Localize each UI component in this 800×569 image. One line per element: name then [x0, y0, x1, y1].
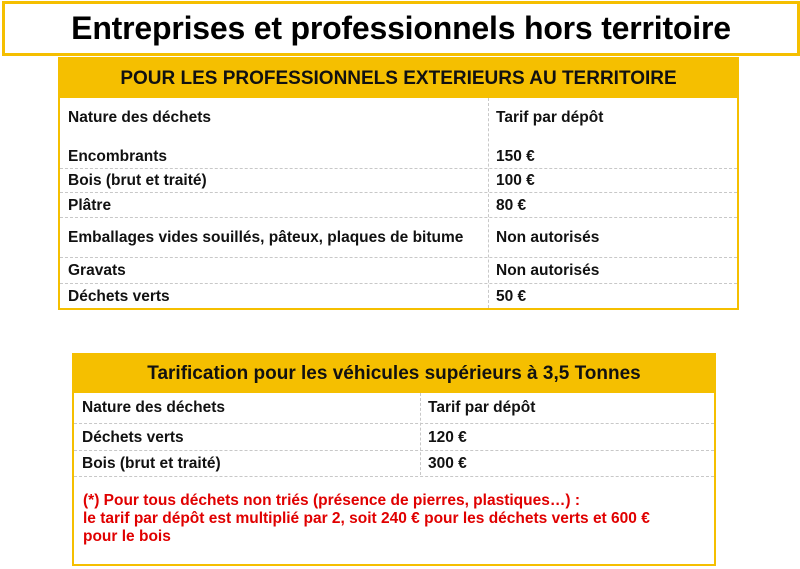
row-tarif: 80 € [496, 196, 527, 214]
row-tarif: Non autorisés [496, 229, 600, 246]
header-tarif: Tarif par dépôt [428, 399, 536, 416]
table-row [60, 217, 737, 258]
table-row [74, 423, 714, 451]
note-line-1: (*) Pour tous déchets non triés (présence de pierres, plastiques…) : [83, 492, 580, 509]
row-nature: Encombrants [68, 147, 168, 165]
heavy-vehicles-table-heading-text: Tarification pour les véhicules supérieurs à 3,5 Tonnes [147, 363, 641, 384]
header-nature: Nature des déchets [68, 108, 211, 126]
professionals-table-heading-text: POUR LES PROFESSIONNELS EXTERIEURS AU TERRITOIRE [120, 67, 677, 89]
professionals-tariff-table [58, 57, 739, 310]
unsorted-waste-note [83, 492, 650, 546]
page-title-box [2, 1, 800, 56]
row-tarif: 150 € [496, 147, 535, 165]
row-nature: Plâtre [68, 196, 112, 214]
heavy-vehicles-tariff-table [72, 353, 716, 566]
professionals-table-heading [60, 59, 737, 98]
table-row [60, 168, 737, 193]
table-header-row [60, 98, 737, 137]
row-nature: Bois (brut et traité) [82, 454, 221, 472]
row-nature: Bois (brut et traité) [68, 172, 207, 189]
header-nature: Nature des déchets [82, 399, 225, 416]
row-nature: Emballages vides souillés, pâteux, plaques de bitume [68, 229, 464, 246]
row-tarif: Non autorisés [496, 262, 600, 279]
heavy-vehicles-table-heading [74, 355, 714, 393]
note-line-2: le tarif par dépôt est multiplié par 2, soit 240 € pour les déchets verts et 600 € [83, 510, 650, 527]
row-tarif: 300 € [428, 454, 467, 472]
header-tarif: Tarif par dépôt [496, 108, 604, 126]
table-row [60, 257, 737, 284]
row-nature: Gravats [68, 262, 126, 279]
table-header-row [74, 393, 714, 423]
table-row [60, 137, 737, 170]
note-line-3: pour le bois [83, 528, 171, 545]
table-row [60, 283, 737, 309]
page-title: Entreprises et professionnels hors territoire [71, 10, 731, 46]
row-nature: Déchets verts [68, 287, 170, 305]
table-row [74, 450, 714, 477]
row-tarif: 100 € [496, 172, 535, 189]
row-tarif: 50 € [496, 287, 527, 305]
table-row [60, 192, 737, 218]
row-tarif: 120 € [428, 428, 467, 446]
row-nature: Déchets verts [82, 428, 184, 446]
